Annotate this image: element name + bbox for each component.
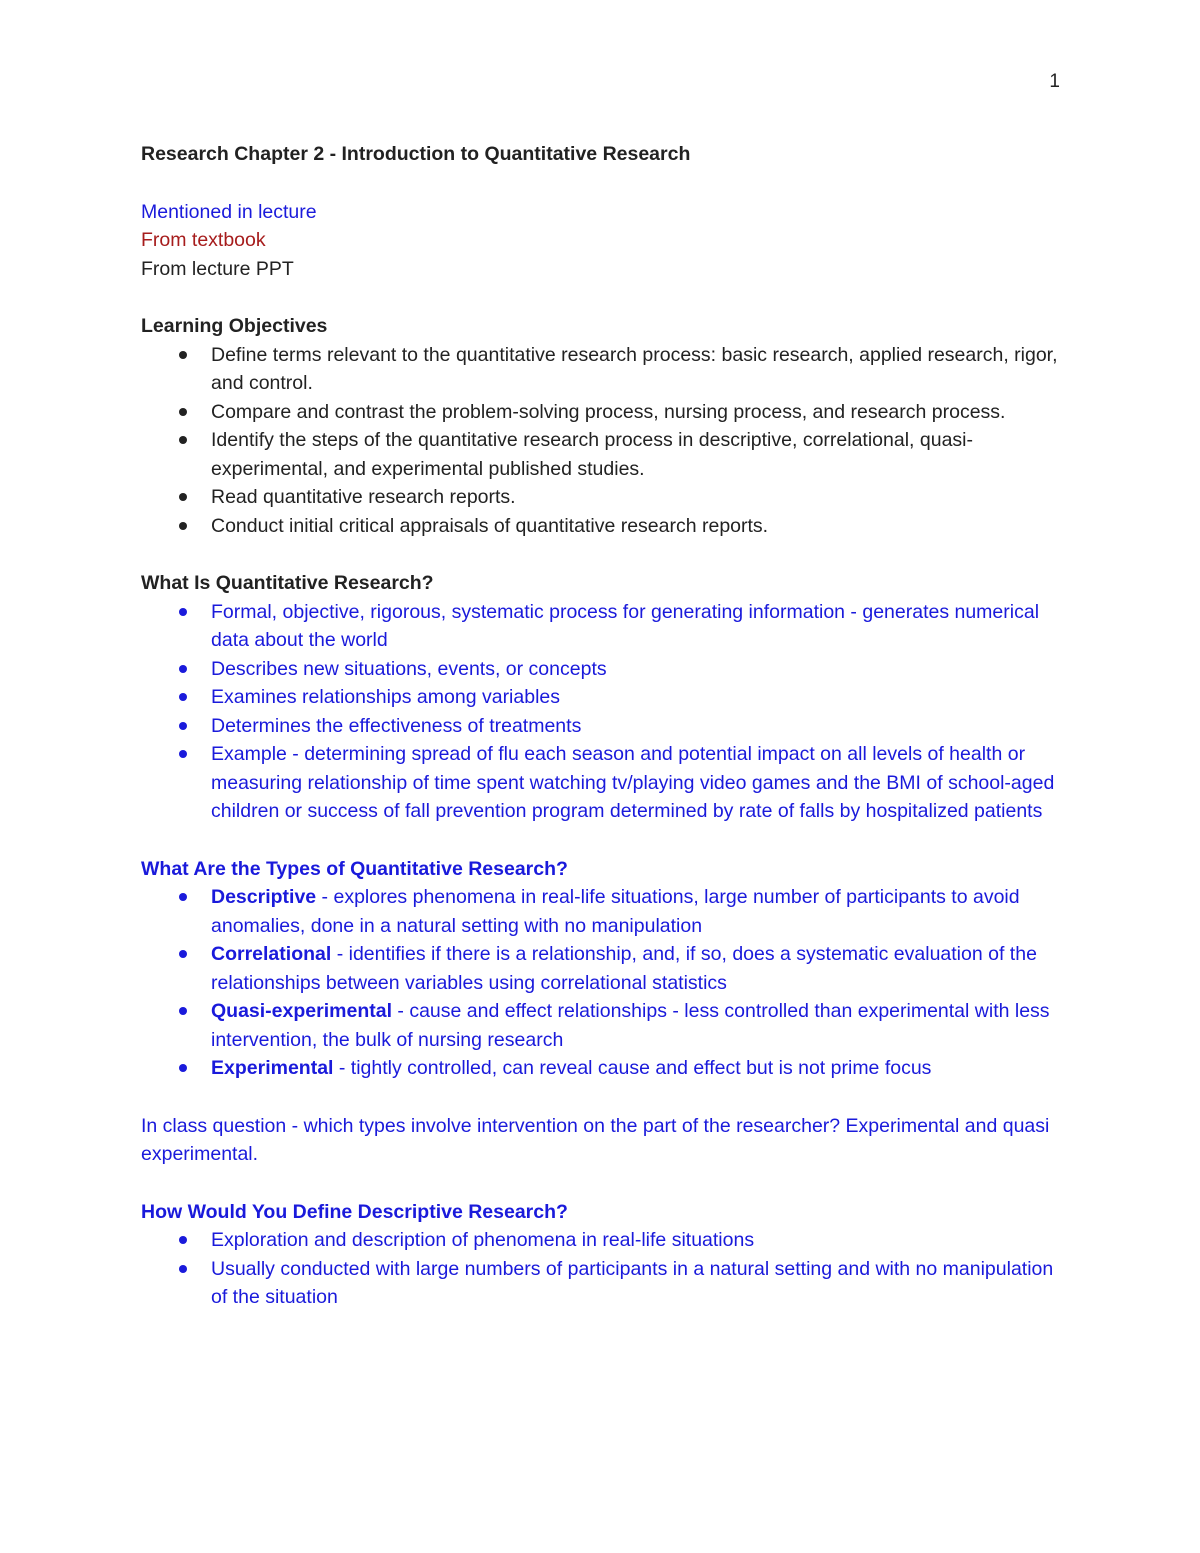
list-item-text: Read quantitative research reports. bbox=[211, 486, 516, 508]
list-item bbox=[141, 1226, 1061, 1255]
list-item-text: Define terms relevant to the quantitative research process: basic research, applied research, rigor, and control. bbox=[211, 343, 1058, 394]
list-item-text: Compare and contrast the problem-solving process, nursing process, and research process. bbox=[211, 400, 1006, 423]
list-item bbox=[141, 683, 1061, 712]
list-item-text: Exploration and description of phenomena in real-life situations bbox=[211, 1229, 755, 1251]
bullet-icon bbox=[179, 1007, 187, 1015]
type-term: Experimental bbox=[211, 1057, 334, 1079]
list-item-text: Formal, objective, rigorous, systematic process for generating information - generates numerical data about the world bbox=[211, 600, 1040, 651]
type-description: - tightly controlled, can reveal cause and effect but is not prime focus bbox=[333, 1057, 932, 1079]
descriptive-list bbox=[141, 1226, 1061, 1312]
page-number: 1 bbox=[1049, 71, 1060, 92]
list-item bbox=[141, 740, 1061, 826]
list-item-text: Conduct initial critical appraisals of quantitative research reports. bbox=[211, 514, 769, 537]
bullet-icon bbox=[179, 1064, 187, 1072]
types-list bbox=[141, 883, 1061, 1083]
list-item-text: Examines relationships among variables bbox=[211, 686, 561, 708]
list-item bbox=[141, 1255, 1061, 1312]
type-description: - explores phenomena in real-life situations, large number of participants to avoid anomalies, done in a natural setting with no manipulation bbox=[211, 886, 1020, 937]
bullet-icon bbox=[179, 950, 187, 958]
list-item bbox=[141, 483, 1061, 512]
bullet-icon bbox=[179, 522, 187, 530]
bullet-icon bbox=[179, 693, 187, 701]
bullet-icon bbox=[179, 893, 187, 901]
type-term: Quasi-experimental bbox=[211, 1000, 392, 1022]
list-item-text: Usually conducted with large numbers of participants in a natural setting and with no manipulation of the situation bbox=[211, 1257, 1054, 1308]
bullet-icon bbox=[179, 408, 187, 416]
type-term: Correlational bbox=[211, 943, 332, 965]
list-item bbox=[141, 398, 1061, 427]
list-item-text: Describes new situations, events, or concepts bbox=[211, 657, 607, 680]
list-item bbox=[141, 997, 1061, 1054]
type-description: - cause and effect relationships - less controlled than experimental with less intervention, the bulk of nursing research bbox=[211, 1000, 1050, 1051]
learning-objectives-list bbox=[141, 341, 1061, 541]
bullet-icon bbox=[179, 493, 187, 501]
learning-objectives-heading: Learning Objectives bbox=[141, 315, 328, 337]
bullet-icon bbox=[179, 722, 187, 730]
list-item bbox=[141, 512, 1061, 541]
bullet-icon bbox=[179, 608, 187, 616]
type-term: Descriptive bbox=[211, 886, 317, 908]
document-content bbox=[141, 140, 1061, 1312]
document-title: Research Chapter 2 - Introduction to Quantitative Research bbox=[141, 143, 691, 165]
legend-textbook: From textbook bbox=[141, 229, 266, 251]
bullet-icon bbox=[179, 750, 187, 758]
list-item bbox=[141, 1054, 1061, 1083]
legend-ppt: From lecture PPT bbox=[141, 257, 294, 280]
list-item bbox=[141, 598, 1061, 655]
type-description: - identifies if there is a relationship, and, if so, does a systematic evaluation of the relationships between variables using correlational statistics bbox=[211, 943, 1037, 994]
list-item bbox=[141, 655, 1061, 684]
color-legend bbox=[141, 198, 1061, 284]
list-item-text: Determines the effectiveness of treatments bbox=[211, 714, 582, 737]
bullet-icon bbox=[179, 351, 187, 359]
bullet-icon bbox=[179, 1236, 187, 1244]
list-item bbox=[141, 940, 1061, 997]
bullet-icon bbox=[179, 436, 187, 444]
list-item-text: Example - determining spread of flu each season and potential impact on all levels of health or measuring relationship of time spent watching tv/playing video games and the BMI of school-aged children or success of fall prevention program determined by rate of falls by hospitalized patients bbox=[211, 743, 1055, 822]
descriptive-heading: How Would You Define Descriptive Research? bbox=[141, 1200, 568, 1223]
list-item bbox=[141, 341, 1061, 398]
legend-lecture: Mentioned in lecture bbox=[141, 200, 317, 223]
list-item bbox=[141, 426, 1061, 483]
list-item bbox=[141, 712, 1061, 741]
bullet-icon bbox=[179, 1265, 187, 1273]
list-item-text: Identify the steps of the quantitative research process in descriptive, correlational, quasi-experimental, and experimental published studies. bbox=[211, 429, 973, 480]
types-heading: What Are the Types of Quantitative Research? bbox=[141, 857, 568, 880]
in-class-question: In class question - which types involve intervention on the part of the researcher? Experimental and quasi experimental. bbox=[141, 1114, 1050, 1165]
bullet-icon bbox=[179, 665, 187, 673]
what-is-list bbox=[141, 598, 1061, 826]
list-item bbox=[141, 883, 1061, 940]
what-is-heading: What Is Quantitative Research? bbox=[141, 572, 434, 594]
